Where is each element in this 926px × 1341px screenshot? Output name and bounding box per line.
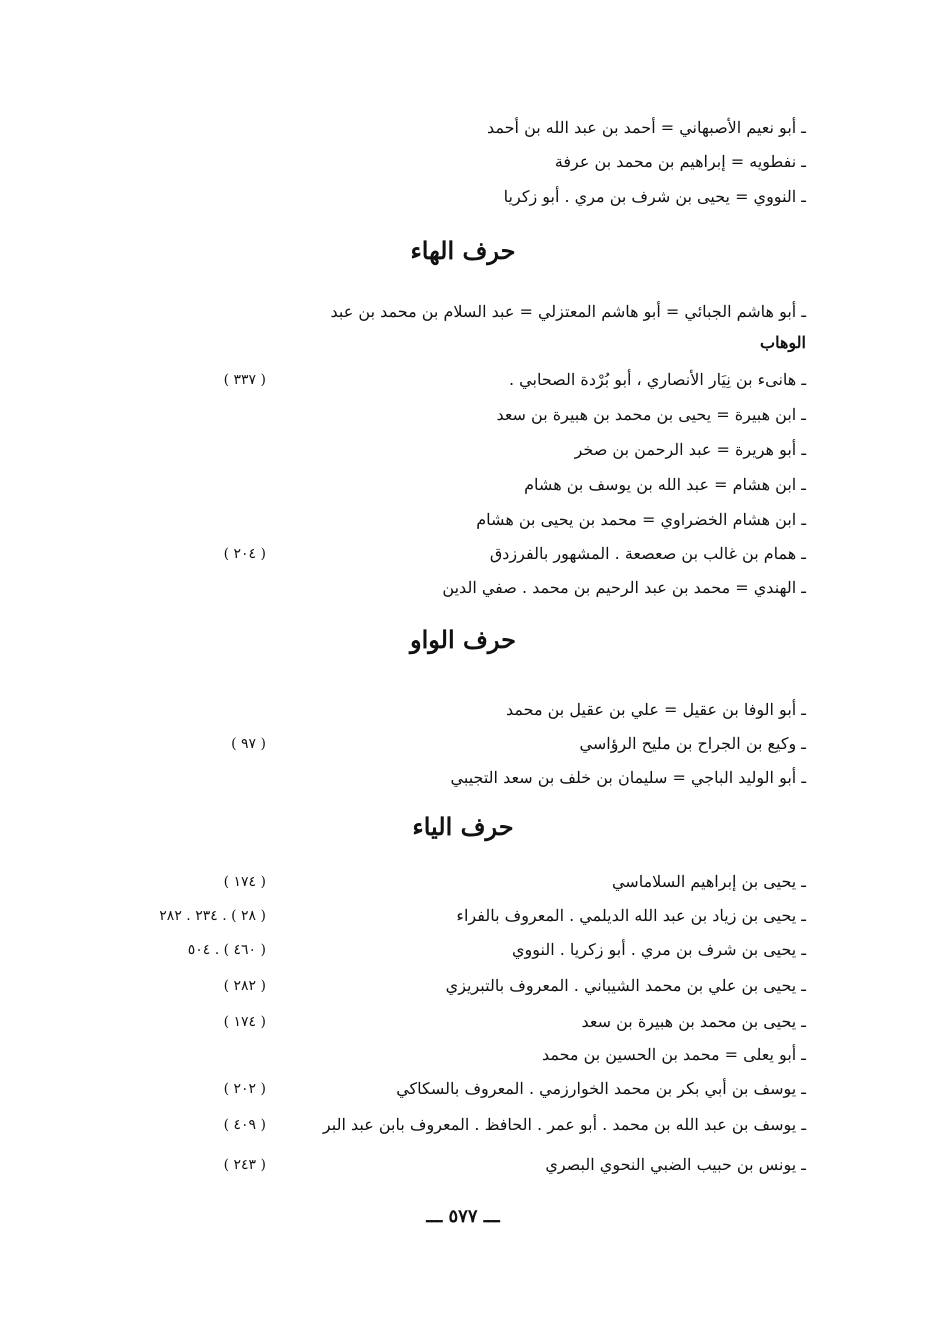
entry-abu-walid: ـ أبو الوليد الباجي = سليمان بن خلف بن سعد التجيبي bbox=[450, 768, 806, 787]
entry-abu-wafa: ـ أبو الوفا بن عقيل = علي بن عقيل بن محمد bbox=[505, 700, 806, 719]
section-heading-ya: حرف الياء bbox=[412, 812, 514, 841]
entry-yunus-ref: ( ٢٤٣ ) bbox=[223, 1157, 266, 1173]
entry-yahya-farra-ref: ( ٢٨ ) . ٢٣٤ . ٢٨٢ bbox=[159, 908, 266, 924]
entry-waki: ـ وكيع بن الجراح بن مليح الرؤاسي bbox=[579, 734, 806, 753]
entry-yahya-tabrizi: ـ يحيى بن علي بن محمد الشيباني . المعروف بالتبريزي bbox=[445, 976, 806, 995]
entry-abu-hurayra: ـ أبو هريرة = عبد الرحمن بن صخر bbox=[574, 440, 806, 459]
entry-hani: ـ هانىء بن نِيَار الأنصاري ، أبو بُرْدة الصحابي . bbox=[508, 370, 806, 389]
entry-niftawayh: ـ نفطويه = إبراهيم بن محمد بن عرفة bbox=[554, 152, 806, 171]
entry-abu-yala: ـ أبو يعلى = محمد بن الحسين بن محمد bbox=[541, 1045, 806, 1064]
entry-waki-ref: ( ٩٧ ) bbox=[231, 736, 266, 752]
entry-yunus: ـ يونس بن حبيب الضبي النحوي البصري bbox=[545, 1155, 806, 1174]
section-heading-waw: حرف الواو bbox=[410, 625, 516, 654]
entry-abu-hashim-cont: الوهاب bbox=[760, 333, 806, 352]
entry-yahya-nawawi-ref: ( ٤٦٠ ) . ٥٠٤ bbox=[187, 942, 266, 958]
entry-yahya-hubayra-ref: ( ١٧٤ ) bbox=[223, 1014, 266, 1030]
section-heading-ha: حرف الهاء bbox=[410, 236, 516, 265]
entry-yahya-nawawi: ـ يحيى بن شرف بن مري . أبو زكريا . النووي bbox=[512, 940, 806, 959]
entry-yahya-salamasi-ref: ( ١٧٤ ) bbox=[223, 874, 266, 890]
entry-hindi: ـ الهندي = محمد بن عبد الرحيم بن محمد . صفي الدين bbox=[442, 578, 806, 597]
entry-abu-nuaym: ـ أبو نعيم الأصبهاني = أحمد بن عبد الله بن أحمد bbox=[487, 118, 806, 137]
entry-yusuf-sakkaki-ref: ( ٢٠٢ ) bbox=[223, 1081, 266, 1097]
entry-yahya-farra: ـ يحيى بن زياد بن عبد الله الديلمي . المعروف بالفراء bbox=[456, 906, 806, 925]
entry-nawawi: ـ النووي = يحيى بن شرف بن مري . أبو زكريا bbox=[503, 187, 806, 206]
entry-hammam: ـ همام بن غالب بن صعصعة . المشهور بالفرزدق bbox=[489, 544, 806, 563]
entry-yahya-salamasi: ـ يحيى بن إبراهيم السلاماسي bbox=[611, 872, 806, 891]
entry-yahya-tabrizi-ref: ( ٢٨٢ ) bbox=[223, 978, 266, 994]
entry-ibn-hubayra: ـ ابن هبيرة = يحيى بن محمد بن هبيرة بن سعد bbox=[496, 405, 806, 424]
entry-hammam-ref: ( ٢٠٤ ) bbox=[223, 546, 266, 562]
entry-yusuf-sakkaki: ـ يوسف بن أبي بكر بن محمد الخوارزمي . المعروف بالسكاكي bbox=[396, 1079, 806, 1098]
entry-yusuf-ibn-abd-al-barr: ـ يوسف بن عبد الله بن محمد . أبو عمر . الحافظ . المعروف بابن عبد البر bbox=[322, 1115, 806, 1134]
entry-abu-hashim: ـ أبو هاشم الجبائي = أبو هاشم المعتزلي = عبد السلام بن محمد بن عبد bbox=[330, 302, 806, 321]
entry-ibn-hisham: ـ ابن هشام = عبد الله بن يوسف بن هشام bbox=[524, 475, 806, 494]
entry-ibn-hisham-khadrawi: ـ ابن هشام الخضراوي = محمد بن يحيى بن هشام bbox=[476, 510, 806, 529]
entry-yusuf-ibn-abd-al-barr-ref: ( ٤٠٩ ) bbox=[223, 1117, 266, 1133]
page-number: ـــ ٥٧٧ ـــ bbox=[426, 1206, 500, 1227]
entry-hani-ref: ( ٣٣٧ ) bbox=[223, 372, 266, 388]
entry-yahya-hubayra: ـ يحيى بن محمد بن هبيرة بن سعد bbox=[581, 1012, 806, 1031]
